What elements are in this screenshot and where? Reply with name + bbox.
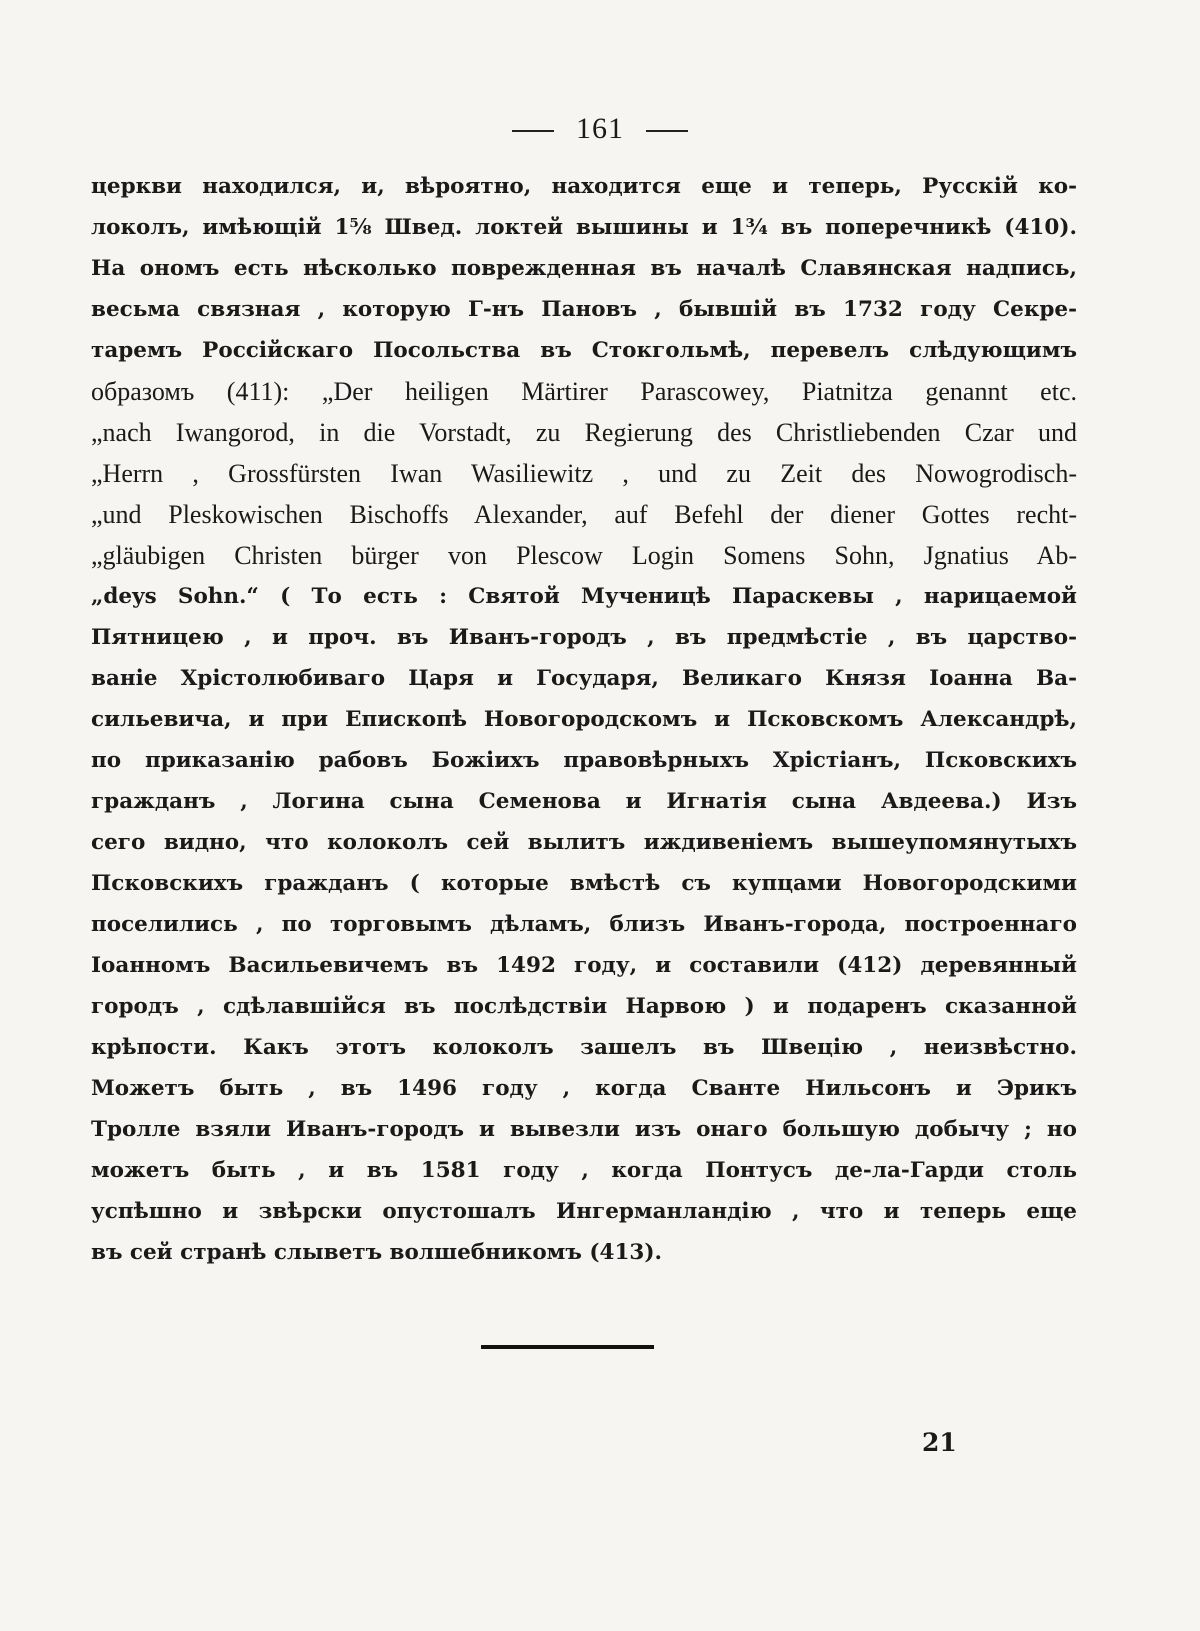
- text-line-18: Псковскихъ гражданъ ( которые вмѣстѣ съ купцами Новогородскими: [91, 871, 1077, 896]
- page-header: [0, 112, 1200, 146]
- page-number: 161: [576, 112, 624, 145]
- text-line-20: Іоанномъ Васильевичемъ въ 1492 году, и составили (412) деревянный: [91, 953, 1077, 978]
- text-line-24: Тролле взяли Иванъ-городъ и вывезли изъ онаго большую добычу ; но: [91, 1117, 1077, 1142]
- text-line-15: по приказанію рабовъ Божіихъ правовѣрныхъ Хрістіанъ, Псковскихъ: [91, 748, 1077, 773]
- text-line-23: Можетъ быть , въ 1496 году , когда Сванте Нильсонъ и Эрикъ: [91, 1076, 1077, 1101]
- header-left-dash: [512, 130, 554, 132]
- text-line-7: „nach Iwangorod, in die Vorstadt, zu Regierung des Christliebenden Czar und: [91, 418, 1077, 447]
- text-line-3: На ономъ есть нѣсколько поврежденная въ началѣ Славянская надпись,: [91, 256, 1077, 281]
- header-right-dash: [646, 130, 688, 132]
- text-line-11: „deys Sohn.“ ( То есть : Святой Мученицѣ Параскевы , нарицаемой: [91, 584, 1077, 609]
- text-line-14: сильевича, и при Епископѣ Новогородскомъ и Псковскомъ Александрѣ,: [91, 707, 1077, 732]
- signature-mark: 21: [922, 1428, 957, 1457]
- text-line-5: таремъ Россійскаго Посольства въ Стокгольмѣ, перевелъ слѣдующимъ: [91, 338, 1077, 363]
- text-line-2: локолъ, имѣющій 1⅝ Швед. локтей вышины и 1¾ въ поперечникѣ (410).: [91, 215, 1077, 240]
- text-line-9: „und Pleskowischen Bischoffs Alexander, auf Befehl der diener Gottes recht-: [91, 500, 1077, 529]
- text-line-6: образомъ (411): „Der heiligen Märtirer Parascowey, Piatnitza genannt etc.: [91, 377, 1077, 406]
- text-line-8: „Herrn , Grossfürsten Iwan Wasiliewitz , und zu Zeit des Nowogrodisch-: [91, 459, 1077, 488]
- text-line-10: „gläubigen Christen bürger von Plescow Login Somens Sohn, Jgnatius Ab-: [91, 541, 1077, 570]
- text-line-22: крѣпости. Какъ этотъ колоколъ зашелъ въ Швецію , неизвѣстно.: [91, 1035, 1077, 1060]
- text-line-27: въ сей странѣ слыветъ волшебникомъ (413).: [91, 1240, 663, 1265]
- text-line-19: поселились , по торговымъ дѣламъ, близъ Иванъ-города, построеннаго: [91, 912, 1077, 937]
- section-end-rule: [481, 1345, 654, 1349]
- text-line-4: весьма связная , которую Г-нъ Пановъ , бывшій въ 1732 году Секре-: [91, 297, 1077, 322]
- text-line-16: гражданъ , Логина сына Семенова и Игнатія сына Авдеева.) Изъ: [91, 789, 1077, 814]
- text-line-12: Пятницею , и проч. въ Иванъ-городъ , въ предмѣстіе , въ царство-: [91, 625, 1077, 650]
- body-text: [91, 166, 1077, 1273]
- text-line-21: городъ , сдѣлавшійся въ послѣдствіи Нарвою ) и подаренъ сказанной: [91, 994, 1077, 1019]
- text-line-26: успѣшно и звѣрски опустошалъ Ингерманландію , что и теперь еще: [91, 1199, 1077, 1224]
- text-line-17: сего видно, что колоколъ сей вылитъ иждивеніемъ вышеупомянутыхъ: [91, 830, 1077, 855]
- text-line-1: церкви находился, и, вѣроятно, находится еще и теперь, Русскій ко-: [91, 174, 1077, 199]
- text-line-13: ваніе Хрістолюбиваго Царя и Государя, Великаго Князя Іоанна Ва-: [91, 666, 1077, 691]
- text-line-25: можетъ быть , и въ 1581 году , когда Понтусъ де-ла-Гарди столь: [91, 1158, 1077, 1183]
